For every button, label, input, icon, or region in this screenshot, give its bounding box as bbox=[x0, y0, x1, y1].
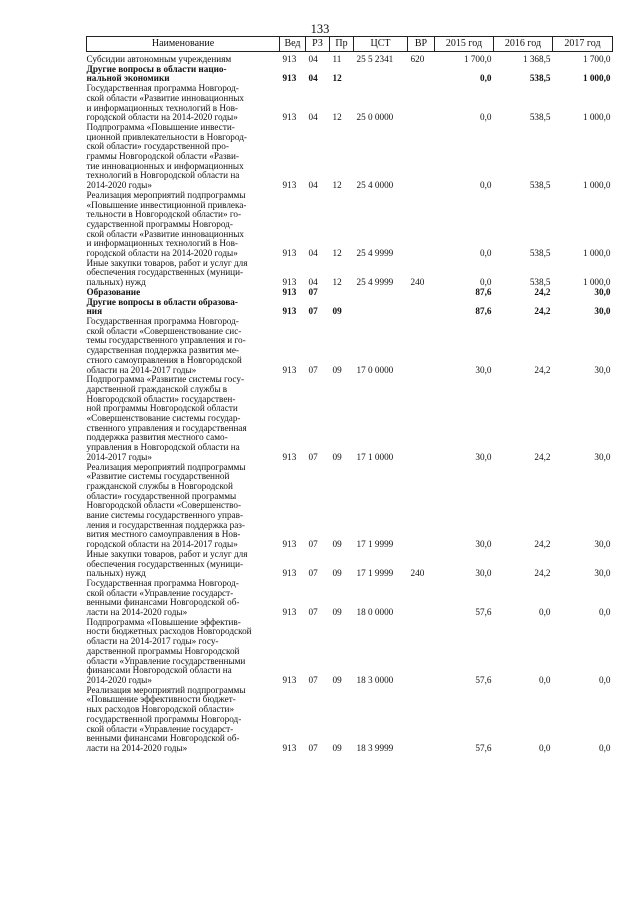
row-value-2016: 24,2 bbox=[534, 451, 551, 462]
row-value-2017: 30,0 bbox=[594, 364, 611, 375]
row-value-2015: 57,6 bbox=[475, 607, 492, 618]
row-value-2016: 538,5 bbox=[529, 180, 551, 191]
row-vr bbox=[408, 288, 435, 298]
row-rz: 04 bbox=[308, 277, 318, 288]
row-name: Другие вопросы в области нацио- нальной экономики bbox=[86, 63, 227, 84]
row-ved: 913 bbox=[282, 306, 297, 317]
row-ved: 913 bbox=[282, 364, 297, 375]
row-value-2015: 1 700,0 bbox=[463, 54, 492, 64]
row-rz: 07 bbox=[308, 306, 318, 317]
table-row bbox=[87, 52, 613, 65]
row-value-2016: 24,2 bbox=[534, 364, 551, 375]
row-value-2016: 538,5 bbox=[529, 277, 551, 288]
row-value-2015: 57,6 bbox=[475, 742, 492, 753]
row-value-2015: 0,0 bbox=[480, 73, 492, 84]
row-pr: 09 bbox=[332, 742, 342, 753]
row-cst: 17 0 0000 bbox=[356, 364, 394, 375]
row-rz: 07 bbox=[308, 607, 318, 618]
row-cst: 18 3 9999 bbox=[356, 742, 394, 753]
row-ved: 913 bbox=[282, 286, 297, 297]
row-value-2016: 24,2 bbox=[534, 286, 551, 297]
row-value-2017: 1 000,0 bbox=[582, 112, 611, 123]
header-pr: Пр bbox=[330, 37, 354, 52]
row-value-2015: 87,6 bbox=[475, 306, 492, 317]
row-vr bbox=[408, 375, 435, 462]
row-value-2015: 30,0 bbox=[475, 539, 492, 550]
row-pr: 09 bbox=[332, 364, 342, 375]
row-pr: 12 bbox=[332, 112, 342, 123]
row-ved: 913 bbox=[282, 277, 297, 288]
row-pr: 11 bbox=[332, 54, 342, 64]
row-vr bbox=[408, 84, 435, 123]
row-rz: 07 bbox=[308, 451, 318, 462]
row-rz: 04 bbox=[308, 54, 318, 64]
row-rz: 07 bbox=[308, 675, 318, 685]
row-vr bbox=[408, 65, 435, 84]
row-value-2017: 30,0 bbox=[594, 451, 611, 462]
table-row bbox=[87, 298, 613, 317]
row-vr bbox=[408, 686, 435, 754]
row-value-2015: 0,0 bbox=[480, 248, 492, 259]
row-ved: 913 bbox=[282, 675, 297, 685]
row-vr bbox=[408, 298, 435, 317]
row-rz: 04 bbox=[308, 248, 318, 259]
row-name: Реализация мероприятий подпрограммы «Развитие системы государственной гражданской службы в Новгородской области» государственной программы Новгородской области «Совершенство- вание системы государственного управ- ления и государственная поддержка раз- вития местного самоуправления в Нов- городской области на 2014-2017 годы» bbox=[86, 461, 246, 550]
row-vr bbox=[408, 191, 435, 259]
header-name: Наименование bbox=[87, 37, 280, 52]
row-name: Образование bbox=[86, 286, 141, 297]
row-value-2017: 0,0 bbox=[599, 742, 611, 753]
row-pr: 09 bbox=[332, 539, 342, 550]
row-name: Иные закупки товаров, работ и услуг для обеспечения государственных (муници- пальных) нужд bbox=[86, 548, 248, 579]
table-row bbox=[87, 550, 613, 579]
row-value-2017: 1 000,0 bbox=[582, 180, 611, 191]
row-value-2017: 1 000,0 bbox=[582, 277, 611, 288]
row-name: Подпрограмма «Развитие системы госу- дарственной гражданской службы в Новгородской области» государствен- ной программы Новгородской области «Совершенствование системы государ- ственного управления и государственная поддержка развития местного само- управления в Новгородской области на 2014-2017 годы» bbox=[86, 374, 247, 462]
row-ved: 913 bbox=[282, 539, 297, 550]
row-name: Государственная программа Новгород- ской области «Развитие инновационных и информационных технологий в Нов- городской области на 2014-2020 годы» bbox=[86, 83, 245, 123]
table-row bbox=[87, 65, 613, 84]
header-ved: Вед bbox=[280, 37, 306, 52]
header-vr: ВР bbox=[408, 37, 435, 52]
row-rz: 04 bbox=[308, 180, 318, 191]
row-pr: 09 bbox=[332, 675, 342, 685]
row-cst: 17 1 9999 bbox=[356, 539, 394, 550]
row-value-2017: 30,0 bbox=[594, 568, 611, 579]
row-vr bbox=[408, 123, 435, 191]
row-pr: 12 bbox=[332, 248, 342, 259]
row-name: Государственная программа Новгород- ской области «Совершенствование сис- темы государственного управления и го- сударственная поддержка развития ме- стного самоуправления в Новгородской области на 2014-2017 годы» bbox=[86, 315, 246, 375]
row-value-2016: 538,5 bbox=[529, 73, 551, 84]
row-vr: 240 bbox=[410, 277, 425, 288]
row-value-2015: 30,0 bbox=[475, 568, 492, 579]
row-value-2015: 0,0 bbox=[480, 277, 492, 288]
row-value-2015: 30,0 bbox=[475, 451, 492, 462]
page-number: 133 bbox=[310, 22, 330, 36]
row-name: Подпрограмма «Повышение инвести- ционной привлекательности в Новгород- ской области» государственной про- граммы Новгородской области «Разви- тие инновационных и информационных технологий в Новгородской области на 2014-2020 годы» bbox=[86, 121, 247, 191]
row-ved: 913 bbox=[282, 180, 297, 191]
row-ved: 913 bbox=[282, 568, 297, 579]
row-pr: 12 bbox=[332, 180, 342, 191]
row-cst: 25 5 2341 bbox=[356, 54, 394, 64]
row-cst: 25 4 0000 bbox=[356, 180, 394, 191]
row-value-2016: 24,2 bbox=[534, 539, 551, 550]
row-rz: 07 bbox=[308, 539, 318, 550]
row-vr: 240 bbox=[410, 568, 425, 579]
row-value-2015: 30,0 bbox=[475, 364, 492, 375]
row-rz: 04 bbox=[308, 73, 318, 84]
row-value-2016: 1 368,5 bbox=[522, 54, 551, 64]
row-ved: 913 bbox=[282, 742, 297, 753]
row-value-2015: 57,6 bbox=[475, 675, 492, 685]
row-pr bbox=[330, 288, 354, 298]
row-name: Субсидии автономным учреждениям bbox=[86, 54, 232, 64]
row-cst: 25 4 9999 bbox=[356, 248, 394, 259]
row-cst: 17 1 0000 bbox=[356, 451, 394, 462]
row-value-2016: 538,5 bbox=[529, 248, 551, 259]
table-row bbox=[87, 259, 613, 288]
header-2015: 2015 год bbox=[435, 37, 494, 52]
table-row bbox=[87, 84, 613, 123]
header-rz: РЗ bbox=[306, 37, 330, 52]
row-pr: 09 bbox=[332, 607, 342, 618]
row-value-2017: 30,0 bbox=[594, 286, 611, 297]
row-vr bbox=[408, 317, 435, 375]
row-pr: 09 bbox=[332, 306, 342, 317]
row-value-2017: 1 000,0 bbox=[582, 248, 611, 259]
row-value-2015: 0,0 bbox=[480, 180, 492, 191]
row-rz: 04 bbox=[308, 112, 318, 123]
row-rz: 07 bbox=[308, 568, 318, 579]
row-value-2016: 24,2 bbox=[534, 568, 551, 579]
row-cst bbox=[354, 65, 408, 84]
row-cst bbox=[354, 298, 408, 317]
table-row bbox=[87, 618, 613, 686]
row-vr bbox=[408, 579, 435, 618]
row-value-2017: 1 700,0 bbox=[582, 54, 611, 64]
row-name: Подпрограмма «Повышение эффектив- ности бюджетных расходов Новгородской области на 2014-2017 годы» госу- дарственной программы Новгородской области «Управление государственными финансами Новгородской области на 2014-2020 годы» bbox=[86, 616, 252, 685]
table-row bbox=[87, 686, 613, 754]
row-ved: 913 bbox=[282, 248, 297, 259]
row-ved: 913 bbox=[282, 607, 297, 618]
row-value-2015: 0,0 bbox=[480, 112, 492, 123]
header-2017: 2017 год bbox=[553, 37, 613, 52]
row-pr: 12 bbox=[332, 277, 342, 288]
budget-table bbox=[86, 36, 613, 754]
row-value-2016: 0,0 bbox=[539, 607, 551, 618]
row-name: Реализация мероприятий подпрограммы «Повышение эффективности бюджет- ных расходов Новгородской области» государственной программы Новгород- ской области «Управление государст- венными финансами Новгородской об- ласти на 2014-2020 годы» bbox=[86, 684, 246, 753]
row-rz: 07 bbox=[308, 286, 318, 297]
table-row bbox=[87, 463, 613, 550]
row-vr bbox=[408, 463, 435, 550]
row-name: Реализация мероприятий подпрограммы «Повышение инвестиционной привлека- тельности в Новгородской области» го- сударственной программы Новгород- ской области «Развитие инновационных и информационных технологий в Нов- городской области на 2014-2020 годы» bbox=[86, 189, 247, 259]
row-name: Государственная программа Новгород- ской области «Управление государст- венными финансами Новгородской об- ласти на 2014-2020 годы» bbox=[86, 577, 240, 618]
row-cst bbox=[354, 288, 408, 298]
row-ved: 913 bbox=[282, 54, 297, 64]
row-vr bbox=[408, 618, 435, 686]
row-value-2017: 0,0 bbox=[599, 675, 611, 685]
row-ved: 913 bbox=[282, 112, 297, 123]
row-value-2016: 0,0 bbox=[539, 675, 551, 685]
row-ved: 913 bbox=[282, 73, 297, 84]
row-cst: 25 0 0000 bbox=[356, 112, 394, 123]
row-rz: 07 bbox=[308, 742, 318, 753]
row-value-2017: 1 000,0 bbox=[582, 73, 611, 84]
row-cst: 25 4 9999 bbox=[356, 277, 394, 288]
row-rz: 07 bbox=[308, 364, 318, 375]
header-2016: 2016 год bbox=[494, 37, 553, 52]
table-row bbox=[87, 579, 613, 618]
row-pr: 12 bbox=[332, 73, 342, 84]
row-cst: 17 1 9999 bbox=[356, 568, 394, 579]
table-row bbox=[87, 123, 613, 191]
row-value-2016: 0,0 bbox=[539, 742, 551, 753]
row-value-2017: 30,0 bbox=[594, 539, 611, 550]
row-cst: 18 3 0000 bbox=[356, 675, 394, 685]
table-row bbox=[87, 317, 613, 375]
row-pr: 09 bbox=[332, 568, 342, 579]
row-value-2016: 538,5 bbox=[529, 112, 551, 123]
row-name: Иные закупки товаров, работ и услуг для обеспечения государственных (муници- пальных) нужд bbox=[86, 257, 248, 288]
row-cst: 18 0 0000 bbox=[356, 607, 394, 618]
row-value-2017: 30,0 bbox=[594, 306, 611, 317]
row-name: Другие вопросы в области образова- ния bbox=[86, 296, 238, 317]
row-value-2016: 24,2 bbox=[534, 306, 551, 317]
row-value-2015: 87,6 bbox=[475, 286, 492, 297]
table-row bbox=[87, 375, 613, 462]
row-value-2017: 0,0 bbox=[599, 607, 611, 618]
header-row bbox=[87, 37, 613, 52]
row-pr: 09 bbox=[332, 451, 342, 462]
header-cst: ЦСТ bbox=[354, 37, 408, 52]
row-ved: 913 bbox=[282, 451, 297, 462]
table-header bbox=[87, 37, 613, 52]
row-vr: 620 bbox=[410, 54, 425, 64]
table-body bbox=[87, 52, 613, 754]
table-row bbox=[87, 191, 613, 259]
